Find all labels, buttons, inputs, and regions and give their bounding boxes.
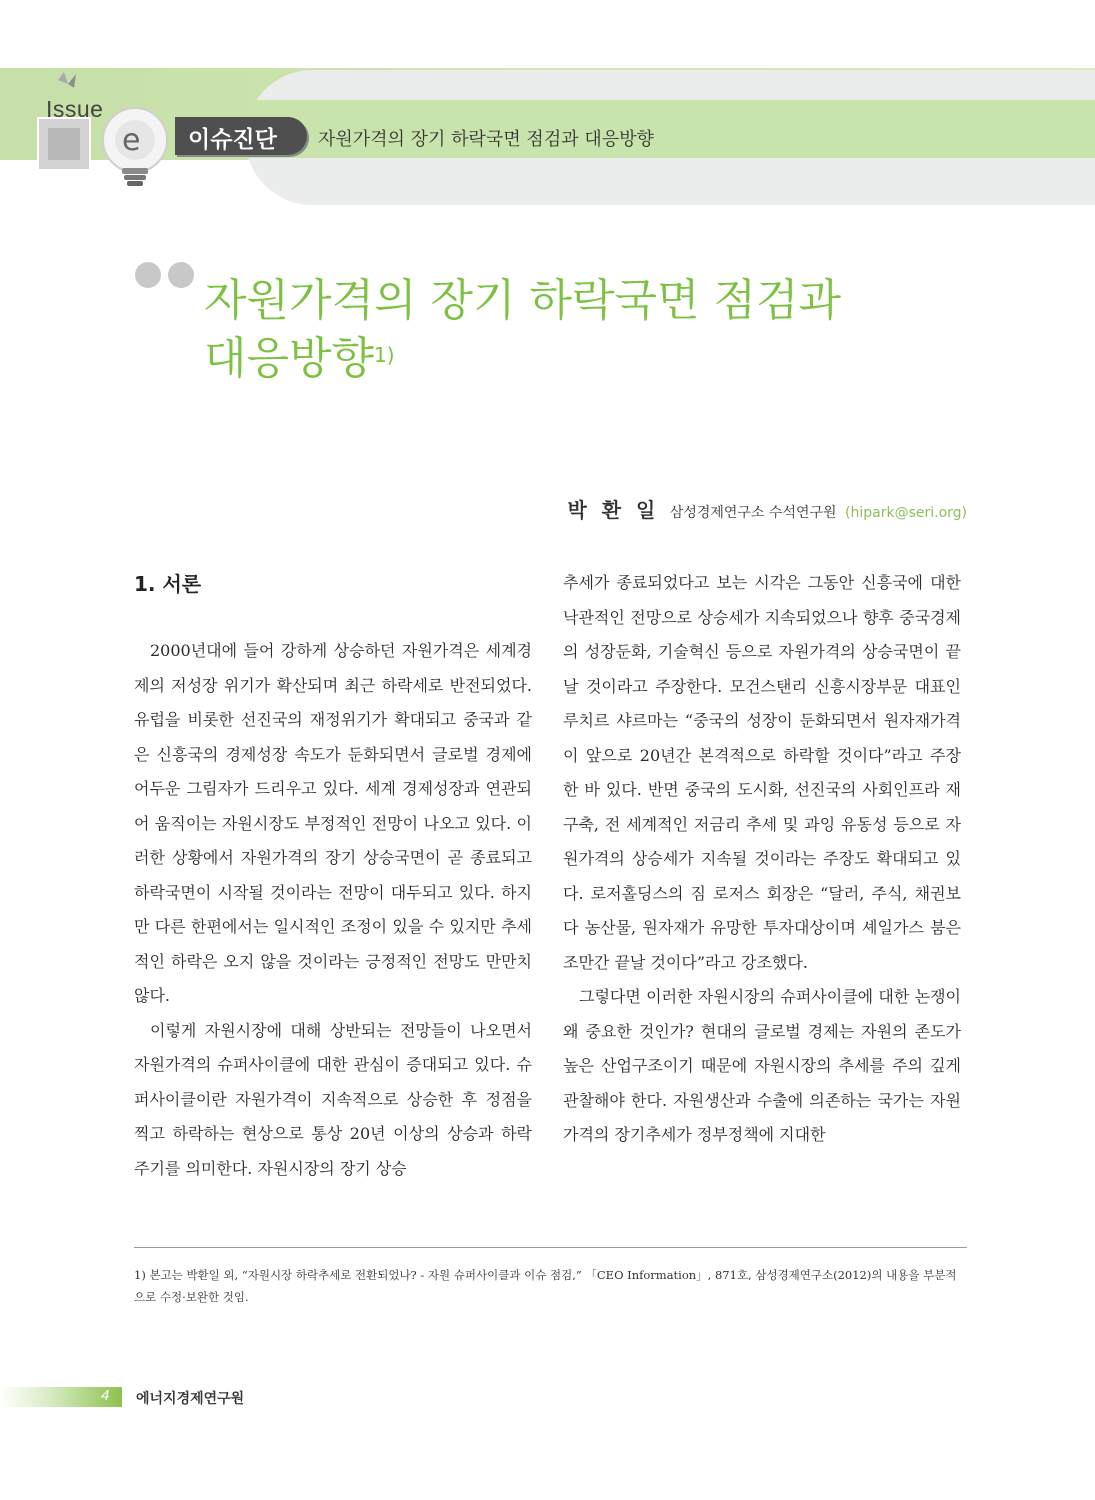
issue-word: Issue [46, 96, 104, 122]
footnote-divider [134, 1247, 967, 1248]
section-label: 이슈진단 [188, 127, 277, 153]
author-line [567, 494, 967, 523]
paragraph: 그렇다면 이러한 자원시장의 슈퍼사이클에 대한 논쟁이 왜 중요한 것인가? 현대의 글로벌 경제는 자원의 존도가 높은 산업구조이기 때문에 자원시장의 추세를 주의 깊게 관찰해야 한다. 자원생산과 수출에 의존하는 국가는 자원가격의 장기추세가 정부정책에 지대한 [563, 987, 961, 1144]
logo-letter: e [122, 123, 141, 158]
title-dot [135, 262, 161, 288]
title-dot [168, 262, 194, 288]
title-line-2: 대응방향 [204, 333, 375, 384]
section-pill [175, 117, 307, 155]
author-email[interactable]: (hipark@seri.org) [845, 505, 967, 521]
paragraph: 2000년대에 들어 강하게 상승하던 자원가격은 세계경제의 저성장 위기가 확산되며 최근 하락세로 반전되었다. 유럽을 비롯한 선진국의 재정위기가 확대되고 중국과 같은 신흥국의 경제성장 속도가 둔화되면서 글로벌 경제에 어두운 그림자가 드리우고 있다. 세계 경제성장과 연관되어 움직이는 자원시장도 부정적인 전망이 나오고 있다. 이러한 상황에서 자원가격의 장기 상승국면이 곧 종료되고 하락국면이 시작될 것이라는 전망이 대두되고 있다. 하지만 다른 한편에서는 일시적인 조정이 있을 수 있지만 추세적인 하락은 오지 않을 것이라는 긍정적인 전망도 만만치 않다. [134, 641, 532, 1005]
author-name: 박 환 일 [567, 498, 660, 522]
article-title [204, 272, 841, 388]
title-footnote-mark[interactable]: 1) [374, 343, 395, 367]
left-column [134, 566, 532, 1186]
title-line-1: 자원가격의 장기 하락국면 점검과 [204, 275, 842, 326]
author-affiliation: 삼성경제연구소 수석연구원 [669, 505, 837, 521]
page-number: 4 [101, 1387, 110, 1404]
publisher-name: 에너지경제연구원 [136, 1391, 245, 1407]
issue-logo-icon [30, 70, 180, 190]
paragraph: 추세가 종료되었다고 보는 시각은 그동안 신흥국에 대한 낙관적인 전망으로 상승세가 지속되었으나 향후 중국경제의 성장둔화, 기술혁신 등으로 자원가격의 상승국면이 끝날 것이라고 주장한다. 모건스탠리 신흥시장부문 대표인 루치르 샤르마는 “중국의 성장이 둔화되면서 원자재가격이 앞으로 20년간 본격적으로 하락할 것이다”라고 주장한 바 있다. 반면 중국의 도시화, 선진국의 사회인프라 재구축, 전 세계적인 저금리 추세 및 과잉 유동성 등으로 자원가격의 상승세가 지속될 것이라는 주장도 확대되고 있다. 로저홀딩스의 짐 로저스 회장은 “달러, 주식, 채권보다 농산물, 원자재가 유망한 투자대상이며 셰일가스 붐은 조만간 끝날 것이다”라고 강조했다. [563, 573, 961, 972]
paragraph: 이렇게 자원시장에 대해 상반되는 전망들이 나오면서 자원가격의 슈퍼사이클에 대한 관심이 증대되고 있다. 슈퍼사이클이란 자원가격이 지속적으로 상승한 후 정점을 찍고 하락하는 현상으로 통상 20년 이상의 상승과 하락 주기를 의미한다. 자원시장의 장기 상승 [134, 1020, 532, 1178]
section-subtitle: 자원가격의 장기 하락국면 점검과 대응방향 [318, 129, 654, 150]
section-heading: 1. 서론 [134, 572, 202, 596]
footnote: 1) 본고는 박환일 외, “자원시장 하락추세로 전환되었나? - 자원 슈퍼사이클과 이슈 점검,” 「CEO Information」, 871호, 삼성경제연구소(2012)의 내용을 부분적으로 수정·보완한 것임. [134, 1268, 957, 1304]
right-column [563, 566, 961, 1153]
